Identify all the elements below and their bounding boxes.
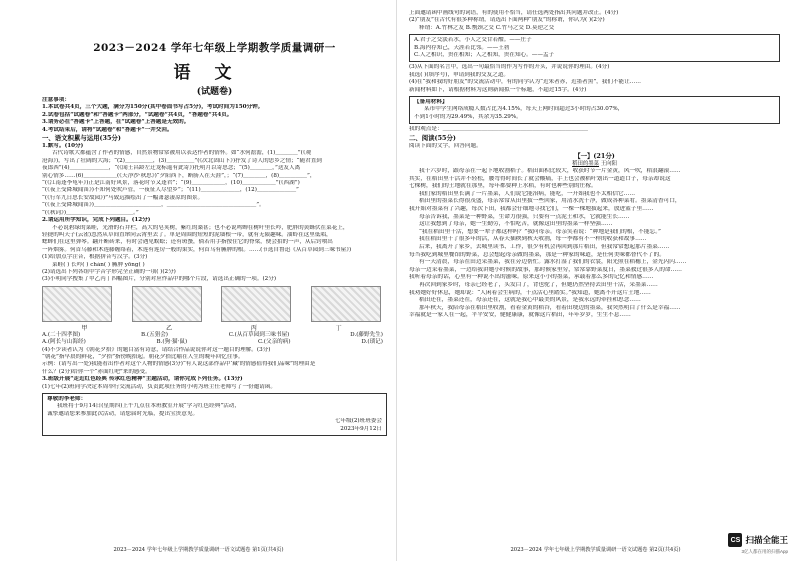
essay-line: 七棵树，我们的土地就在那里，每年都要种上水稻，有时也种些别的庄稼。 bbox=[409, 183, 597, 190]
scanner-watermark bbox=[728, 533, 788, 547]
text-line: 别心情多……(6)＿＿＿＿＿＿(《天净沙·秋思》)“夕阳西下，断肠人在天涯”，；“(7)＿＿＿＿，(8)＿＿＿＿＿”， bbox=[42, 172, 316, 179]
text-line: “(《行军九日思长安故园》)”马致远描绘出了一幅萧瑟凄凉的图景。 bbox=[42, 194, 204, 201]
letter-greeting: 尊敬的李老师： bbox=[47, 396, 87, 402]
essay-line: “我在稻田里干活，想要一辈子都这样吗？”我问母亲。母亲笑着说：“种地是我们的根，不能忘。” bbox=[419, 228, 661, 235]
option-row bbox=[42, 339, 387, 346]
text-line: (2)“朋友”在古代有很多种称谓，请选出下面两种“朋友”的称谓，你认为( )(2分) bbox=[409, 17, 605, 24]
question-heading: 1.默写。(10分) bbox=[42, 143, 84, 150]
quote-line: A.君子之交淡若水，小人之交甘若醴。——庄子 bbox=[414, 37, 532, 44]
text-line: 一阵烟雾。何首乌藤和木莲藤缠络着，木莲有莲房一般的果实，何首乌有臃肿的根。……(节选自鲁迅《从百草园到三味书屋》) bbox=[42, 246, 352, 253]
text-line: 上面邀请函中画线句的词语，有的使用不恰当，请任选两处指出其问题并改正。(4分) bbox=[409, 10, 619, 16]
section-heading: 一、语文积累与运用(35分) bbox=[42, 134, 121, 143]
question-heading: 2.请运用所学知识，完成下列题目。(12分) bbox=[42, 217, 151, 224]
essay-line: 我在稻田里干了很多年的活，从春天插秧到秋天收割，每一季都有不一样的收获和故事…… bbox=[419, 236, 647, 243]
option: A.(阿长与山海经) bbox=[42, 339, 86, 346]
essay-line: 我听着母亲的话，心里有一种说不出的滋味。原来这小小的墨菜，承载着那么多的记忆和情感…… bbox=[409, 274, 654, 281]
letter-line: 我班将于9月14日(星期四)上午九点在本班教室开展“学习红色经典”活动， bbox=[57, 403, 240, 410]
essay-author: 王向阳 bbox=[600, 161, 617, 168]
text-line: 什么？(2分)给你一个“赤面红吧”来的感受。 bbox=[42, 368, 151, 375]
notes-heading: 注意事项： bbox=[42, 97, 70, 103]
option: A.(二十四孝图) bbox=[42, 331, 81, 338]
exam-page-2 bbox=[397, 0, 794, 561]
text-line: 我选( )(填序号)，申请到我的交友之道。 bbox=[409, 71, 510, 78]
essay-line: 我劝她好好休息，她却说：“人闲着会生病的，干点活心里踏实。”我知道，她离不开这片土地…… bbox=[409, 289, 651, 296]
material-line: 某市中学生网络成瘾人数占比为4.15%，每天上网时间超过3小时的占30.07%， bbox=[424, 106, 624, 113]
text-line: 新闻材料如下，请根据材料为这则新闻拟一个标题，不超过15字。(4分) bbox=[409, 86, 587, 93]
note-item: 2.试卷包括“试题卷”和“答题卡”两部分，“试题卷”共4页，“答题卷”共4页。 bbox=[42, 111, 233, 118]
letter-line: 诚挚邀请您来参加此次活动，请您届时光临，提出宝贵意见。 bbox=[47, 410, 199, 417]
essay-line: 这让我想到了母亲，她一生勤劳，不怕吃苦，就像这田里的墨菜一样坚强…… bbox=[419, 221, 613, 228]
material-box bbox=[409, 96, 780, 124]
question-1-body bbox=[42, 150, 387, 217]
paper-type: (试题卷) bbox=[196, 87, 233, 97]
essay-line: 幸福就是一家人在一起，平平安安，健健康康，就像这片稻田，年年岁岁，生生不息…… bbox=[409, 312, 631, 319]
letter-date: 2023年9月12日 bbox=[340, 425, 382, 432]
notes-list bbox=[42, 104, 387, 134]
essay-body bbox=[409, 168, 780, 320]
option-row bbox=[42, 332, 387, 339]
exam-title: 2023－2024 学年七年级上学期教学质量调研一 bbox=[93, 42, 336, 54]
essay-byline bbox=[409, 161, 780, 168]
essay-line: 稻田里的墨菜长得很茂盛，母亲常常从田里拔一些回家，用清水洗干净，做成各种菜肴。墨菜清香可口， bbox=[419, 198, 681, 205]
text-line: “(《夜上受降城闻笛》)不知何处吹芦管，一夜征人尽望乡”；“(11)＿＿＿＿＿＿＿，(12)＿＿＿＿＿＿＿” bbox=[42, 187, 299, 194]
text-line: 释谓：A.竹林之友 B.刎颈之交 C.竹马之交 D.莫逆之交 bbox=[419, 24, 555, 31]
picture-label: 乙 bbox=[166, 324, 173, 332]
part-heading: 【一】(21分) bbox=[574, 152, 615, 161]
illustration-yi bbox=[132, 286, 202, 322]
text-line: “(《秋词》)＿＿＿＿＿＿＿＿＿＿＿＿。” bbox=[42, 209, 139, 216]
text-line: “(《江南逢李龟年》)正是江南好风景，落花时节又逢君”；“(9)＿＿＿＿＿＿，(10)＿＿＿＿＿＿”(《西湖”) bbox=[42, 180, 300, 187]
camscanner-icon: CS bbox=[728, 533, 742, 547]
invitation-letter bbox=[42, 393, 387, 436]
section-heading: 二、阅读(55分) bbox=[409, 133, 456, 142]
text-line: “(《夜上受降城闻笛》)＿＿＿＿＿＿＿＿＿＿＿＿，＿＿＿＿＿＿＿＿＿＿＿＿＿＿＿＿”。 bbox=[42, 202, 265, 209]
option: B.(五猖会) bbox=[140, 331, 168, 338]
sub-question: (4)不少读者认为《朝花夕拾》的题目富有诗意，请结合作品说说你对这一题目的理解。(3分) bbox=[42, 346, 271, 353]
text-line: 不必说碧绿的菜畦，光滑的石井栏，高大的皂荚树，紫红的桑葚；也不必说鸣蝉在树叶里长吟，肥胖的黄蜂伏在菜花上， bbox=[52, 224, 349, 231]
quote-line: C.人之相识，贵在相知；人之相知，贵在知心。——孟子 bbox=[414, 52, 555, 59]
sub-question: (2)请选出下列各组中字音字形完全正确的一项( )(2分) bbox=[42, 268, 176, 275]
letter-sign: 七年级(2)班班委会 bbox=[334, 418, 382, 425]
essay-line: 再次回到家乡时，母亲已经老了，头发白了，背也驼了，但她仍然坚持去田里干活，采墨菜…… bbox=[419, 282, 658, 288]
scanner-tagline: 3亿人都在用的扫描App bbox=[741, 549, 788, 554]
essay-line: 我十六岁时，跟母亲在一起下地收割稻子。稻田面积比较大，收获时节一片金黄，风一吹，稻浪翻滚…… bbox=[419, 168, 681, 175]
picture-label: 甲 bbox=[81, 324, 88, 332]
question-2-passage bbox=[42, 225, 387, 255]
scanner-label: 扫描全能王 bbox=[745, 535, 788, 545]
essay-line: 后来，我离开了家乡，去城里读书、工作，很少有机会再回到那片稻田，但我常常想起那片墨菜…… bbox=[419, 244, 670, 251]
illustration-bing bbox=[221, 286, 291, 322]
option: C.(父亲的病) bbox=[257, 339, 291, 346]
illustration-ding bbox=[311, 286, 381, 322]
text-line: (4)在“我和我的好朋友”的交流活动中，有的同学认为“近朱者赤，近墨者黑”，我们不能让…… bbox=[409, 79, 641, 86]
picture-label: 丙 bbox=[250, 324, 257, 332]
text-line: 蟋蟀们在这里弹琴。翻开断砖来，有时会遇见蜈蚣；还有斑蝥，倘若用手指按住它的脊梁，便会拍的一声，从后窍喷出 bbox=[42, 239, 333, 246]
page-footer: 2023－2024 学年七年级上学期教学质量调研一语文试题卷 第2页(共4页) bbox=[510, 547, 681, 553]
text-line: “朝花”指早晨的鲜花，“夕拾”指傍晚拾起。朝花夕拾比喻在人生的晚年回忆往事。 bbox=[42, 353, 244, 360]
note-item: 1.本试卷共4页，三个大题，满分为150分(其中卷面书写占5分)，考试时间为150分钟。 bbox=[42, 104, 264, 111]
text-line: 古代诗歌大都蕴含了作者的情感，自然景物常常被用以表达作者的情怀。如“水何澹澹，(1)＿＿＿＿”(《观 bbox=[52, 150, 312, 157]
question-heading: 3.班级开展“走近红色经典 传承红色精神”主题活动，请你完成下列任务。(13分) bbox=[42, 376, 243, 383]
sub-question: (1)给加点字注音，根据拼音写汉字。(3分) bbox=[42, 254, 148, 261]
text-line: 夜郎西”(4)＿＿＿＿＿＿＿，“(《闻王昌龄左迁龙标遥有此寄》)托明月以寄思念；“(5)＿＿＿＿，”送友人离 bbox=[42, 165, 301, 172]
section-intro: 阅读下面的文字，回答问题。 bbox=[409, 142, 482, 149]
option: C.(从百草园到三味书屋) bbox=[228, 331, 290, 338]
text-line: 示例：(请写出一处)我能看出作者对这个人物的情感(3分)“有人说这部作品中‘藏’的情感值得我们品味”的理由是 bbox=[42, 361, 316, 368]
essay-line: 我们家的稻田里长满了一片墨菜，人们说它能治病，能吃，一开始我也不太相信它…… bbox=[419, 190, 636, 197]
picture-label: 丁 bbox=[335, 324, 342, 332]
sub-question: (3)小明同学搜集了甲乙丙丁四幅图片，分别对应作品中的哪个片段，请选出正确的一项。(2分) bbox=[42, 276, 277, 283]
essay-line: 有一天清晨，母亲在田边采墨菜，我在旁边帮忙。露水打湿了我们的衣裳，阳光照在稻穗上，金光闪闪…… bbox=[419, 259, 687, 266]
text-line: 沧海》)，写出了壮阔的大海；“(2)＿＿＿＿＿，(3)＿＿＿＿＿”(《次北固山下》)抒发了诗人的思乡之情；“随君直到 bbox=[42, 157, 322, 164]
quote-line: B.海内存知己，天涯若比邻。——王勃 bbox=[414, 44, 510, 51]
picture-row bbox=[42, 286, 387, 322]
essay-line: 那年秋天，我陪母亲在稻田里收割，看着金黄的稻谷，看着田埂边的墨菜，我突然明白了什么是幸福…… bbox=[419, 304, 681, 311]
essay-line: 每当我吃到城里餐馆的野菜，总会想起母亲做的墨菜，那是一种家的味道，是任何美味都替代不了的。 bbox=[409, 251, 665, 258]
essay-line: 稻田还在，墨菜还在，母亲还在，这就是我心中最美的风景，是我永远的牵挂和思念…… bbox=[419, 297, 641, 304]
essay-line: 其实，在稻田里干活并不轻松，腰弯得时间长了就会酸痛，手上也会被稻叶划出一道道口子，母亲却说这 bbox=[409, 175, 671, 182]
material-heading: 【备用材料】 bbox=[414, 99, 448, 106]
essay-line: 母亲一边采着墨菜，一边给我讲她小时候的故事，那时候家里穷，常常靠野菜度日，墨菜救过很多人的命…… bbox=[409, 266, 682, 273]
note-item: 4.考试结束后，请将“试题卷”和“答题卡”一并交回。 bbox=[42, 126, 173, 133]
pinyin-line: 菜畦( ) 长吟( ) chàn( ) 臃肿 yōng( ) bbox=[52, 261, 145, 268]
sub-question: (1)七年(2)班同学决定本周举行交流活动，负责此项任务的小明为班主任老师写了一份邀请函。 bbox=[42, 383, 277, 390]
note-item: 3.请务必在“答题卡”上答题，在“试题卷”上答题是无效的。 bbox=[42, 119, 190, 126]
quote-box bbox=[409, 34, 780, 62]
illustration-jia bbox=[42, 286, 112, 322]
essay-line: 我开始对墨菜有了兴趣，每次下田，我都会仔细地寻找它们，一棵一棵地拔起来，放进篮子里…… bbox=[409, 206, 654, 213]
essay-title: 稻田的墨菜 bbox=[572, 161, 600, 168]
subject-title: 语文 bbox=[173, 63, 256, 83]
answer-prompt: 我的观点是：＿＿＿＿＿＿＿＿＿＿＿＿＿＿＿＿＿＿＿＿＿＿＿＿＿＿ bbox=[409, 126, 589, 133]
text-line: (3)从下面的名言中，选出一句最恰当的作为写作的开头，并说说你的理由。(4分) bbox=[409, 64, 610, 71]
essay-line: 母亲告诉我，墨菜是一种野菜，生命力很强，只要有一点泥土和水，它就能生长…… bbox=[419, 213, 630, 220]
text-line: 轻捷的叫天子(云雀)忽然从草间直窜向云霄里去了。单是周围的短短的泥墙根一带，就有无限趣味。油蛉在这里低唱， bbox=[42, 231, 332, 238]
option: D.(藤野先生) bbox=[350, 331, 383, 338]
material-line: 不到1小时的为29.49%，其余为35.29%。 bbox=[414, 113, 522, 120]
option: B.(狗·猫·鼠) bbox=[156, 339, 188, 346]
option: D.(琐记) bbox=[361, 339, 383, 346]
page-footer: 2023－2024 学年七年级上学期教学质量调研一语文试题卷 第1页(共4页) bbox=[113, 547, 284, 553]
picture-labels bbox=[42, 323, 387, 332]
